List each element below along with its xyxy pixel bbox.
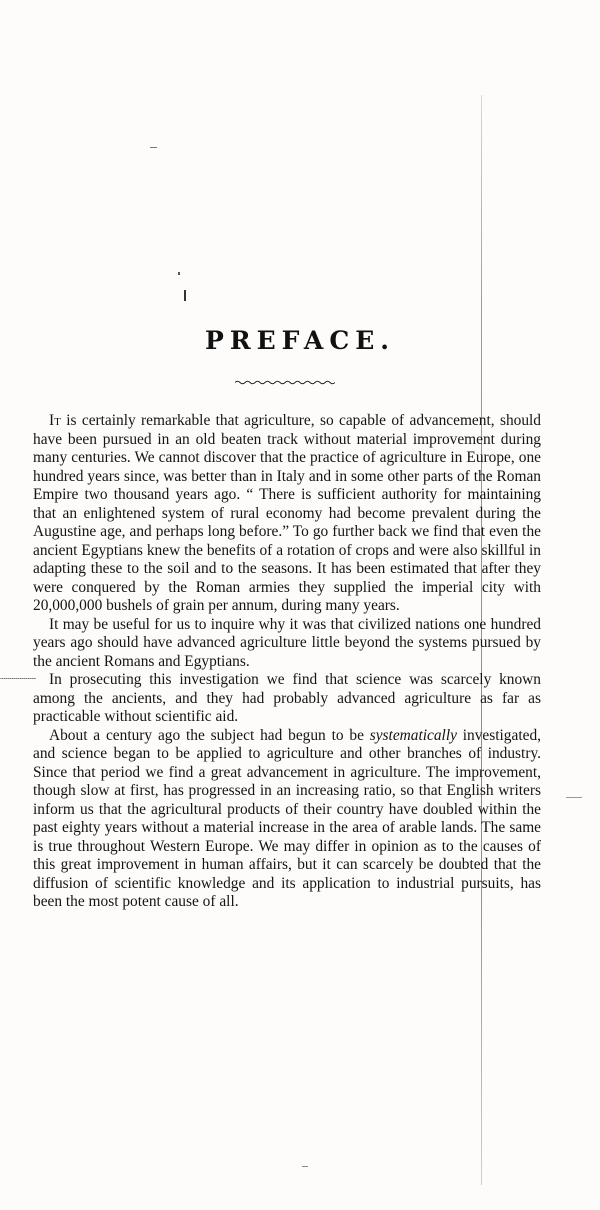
paragraph: It may be useful for us to inquire why it was that civilized nations one hundred years ago should have advanced agriculture little beyond the systems pursued by the ancient Romans and Egyptians. xyxy=(33,615,541,670)
paragraph: In prosecuting this investigation we find that science was scarcely known among the ancients, and they had probably advanced agriculture as far as practicable without scientific aid. xyxy=(33,671,541,725)
ink-speck xyxy=(150,147,157,148)
ornamental-rule xyxy=(235,380,335,385)
paragraph-text: investigated, and science began to be applied to agriculture and other branches of industry. Since that period we find a great advancement in agriculture. The improvement, though slow at first, has progressed in an increasing ratio, so that English writers inform us that the agricultural products of their country have doubled within the past eighty years without a material increase in the area of arable lands. The same is true throughout Western Europe. We may differ in opinion as to the causes of this great improvement in human affairs, but it can scarcely be doubted that the diffusion of scientific knowledge and its application to industrial pursuits, has been the most potent cause of all. xyxy=(33,726,541,910)
italic-word: systematically xyxy=(369,726,457,744)
ink-speck xyxy=(178,272,180,275)
ink-speck xyxy=(184,290,186,301)
small-caps-lead: It xyxy=(49,412,61,429)
page-title: PREFACE. xyxy=(205,326,395,355)
paragraph xyxy=(33,727,541,912)
preface-body xyxy=(33,412,541,912)
paragraph-text: About a century ago the subject had begun to be xyxy=(49,726,370,744)
paragraph xyxy=(33,412,541,616)
margin-mark xyxy=(302,1166,308,1167)
margin-mark xyxy=(566,797,582,798)
margin-mark xyxy=(0,678,36,679)
paragraph-text: is certainly remarkable that agriculture, so capable of advancement, should have been pursued in an old beaten track without material improvement during many centuries. We cannot discover that the practice of agriculture in Europe, one hundred years since, was better than in Italy and in some other parts of the Roman Empire two thousand years ago. “ There is sufficient authority for maintaining that an enlightened system of rural economy had become prevalent during the Augustine age, and perhaps long before.” To go further back we find that even the ancient Egyptians knew the benefits of a rotation of crops and were also skillful in adapting these to the soil and to the seasons. It has been estimated that after they were conquered by the Roman armies they supplied the imperial city with 20,000,000 bushels of grain per annum, during many years. xyxy=(33,412,541,614)
